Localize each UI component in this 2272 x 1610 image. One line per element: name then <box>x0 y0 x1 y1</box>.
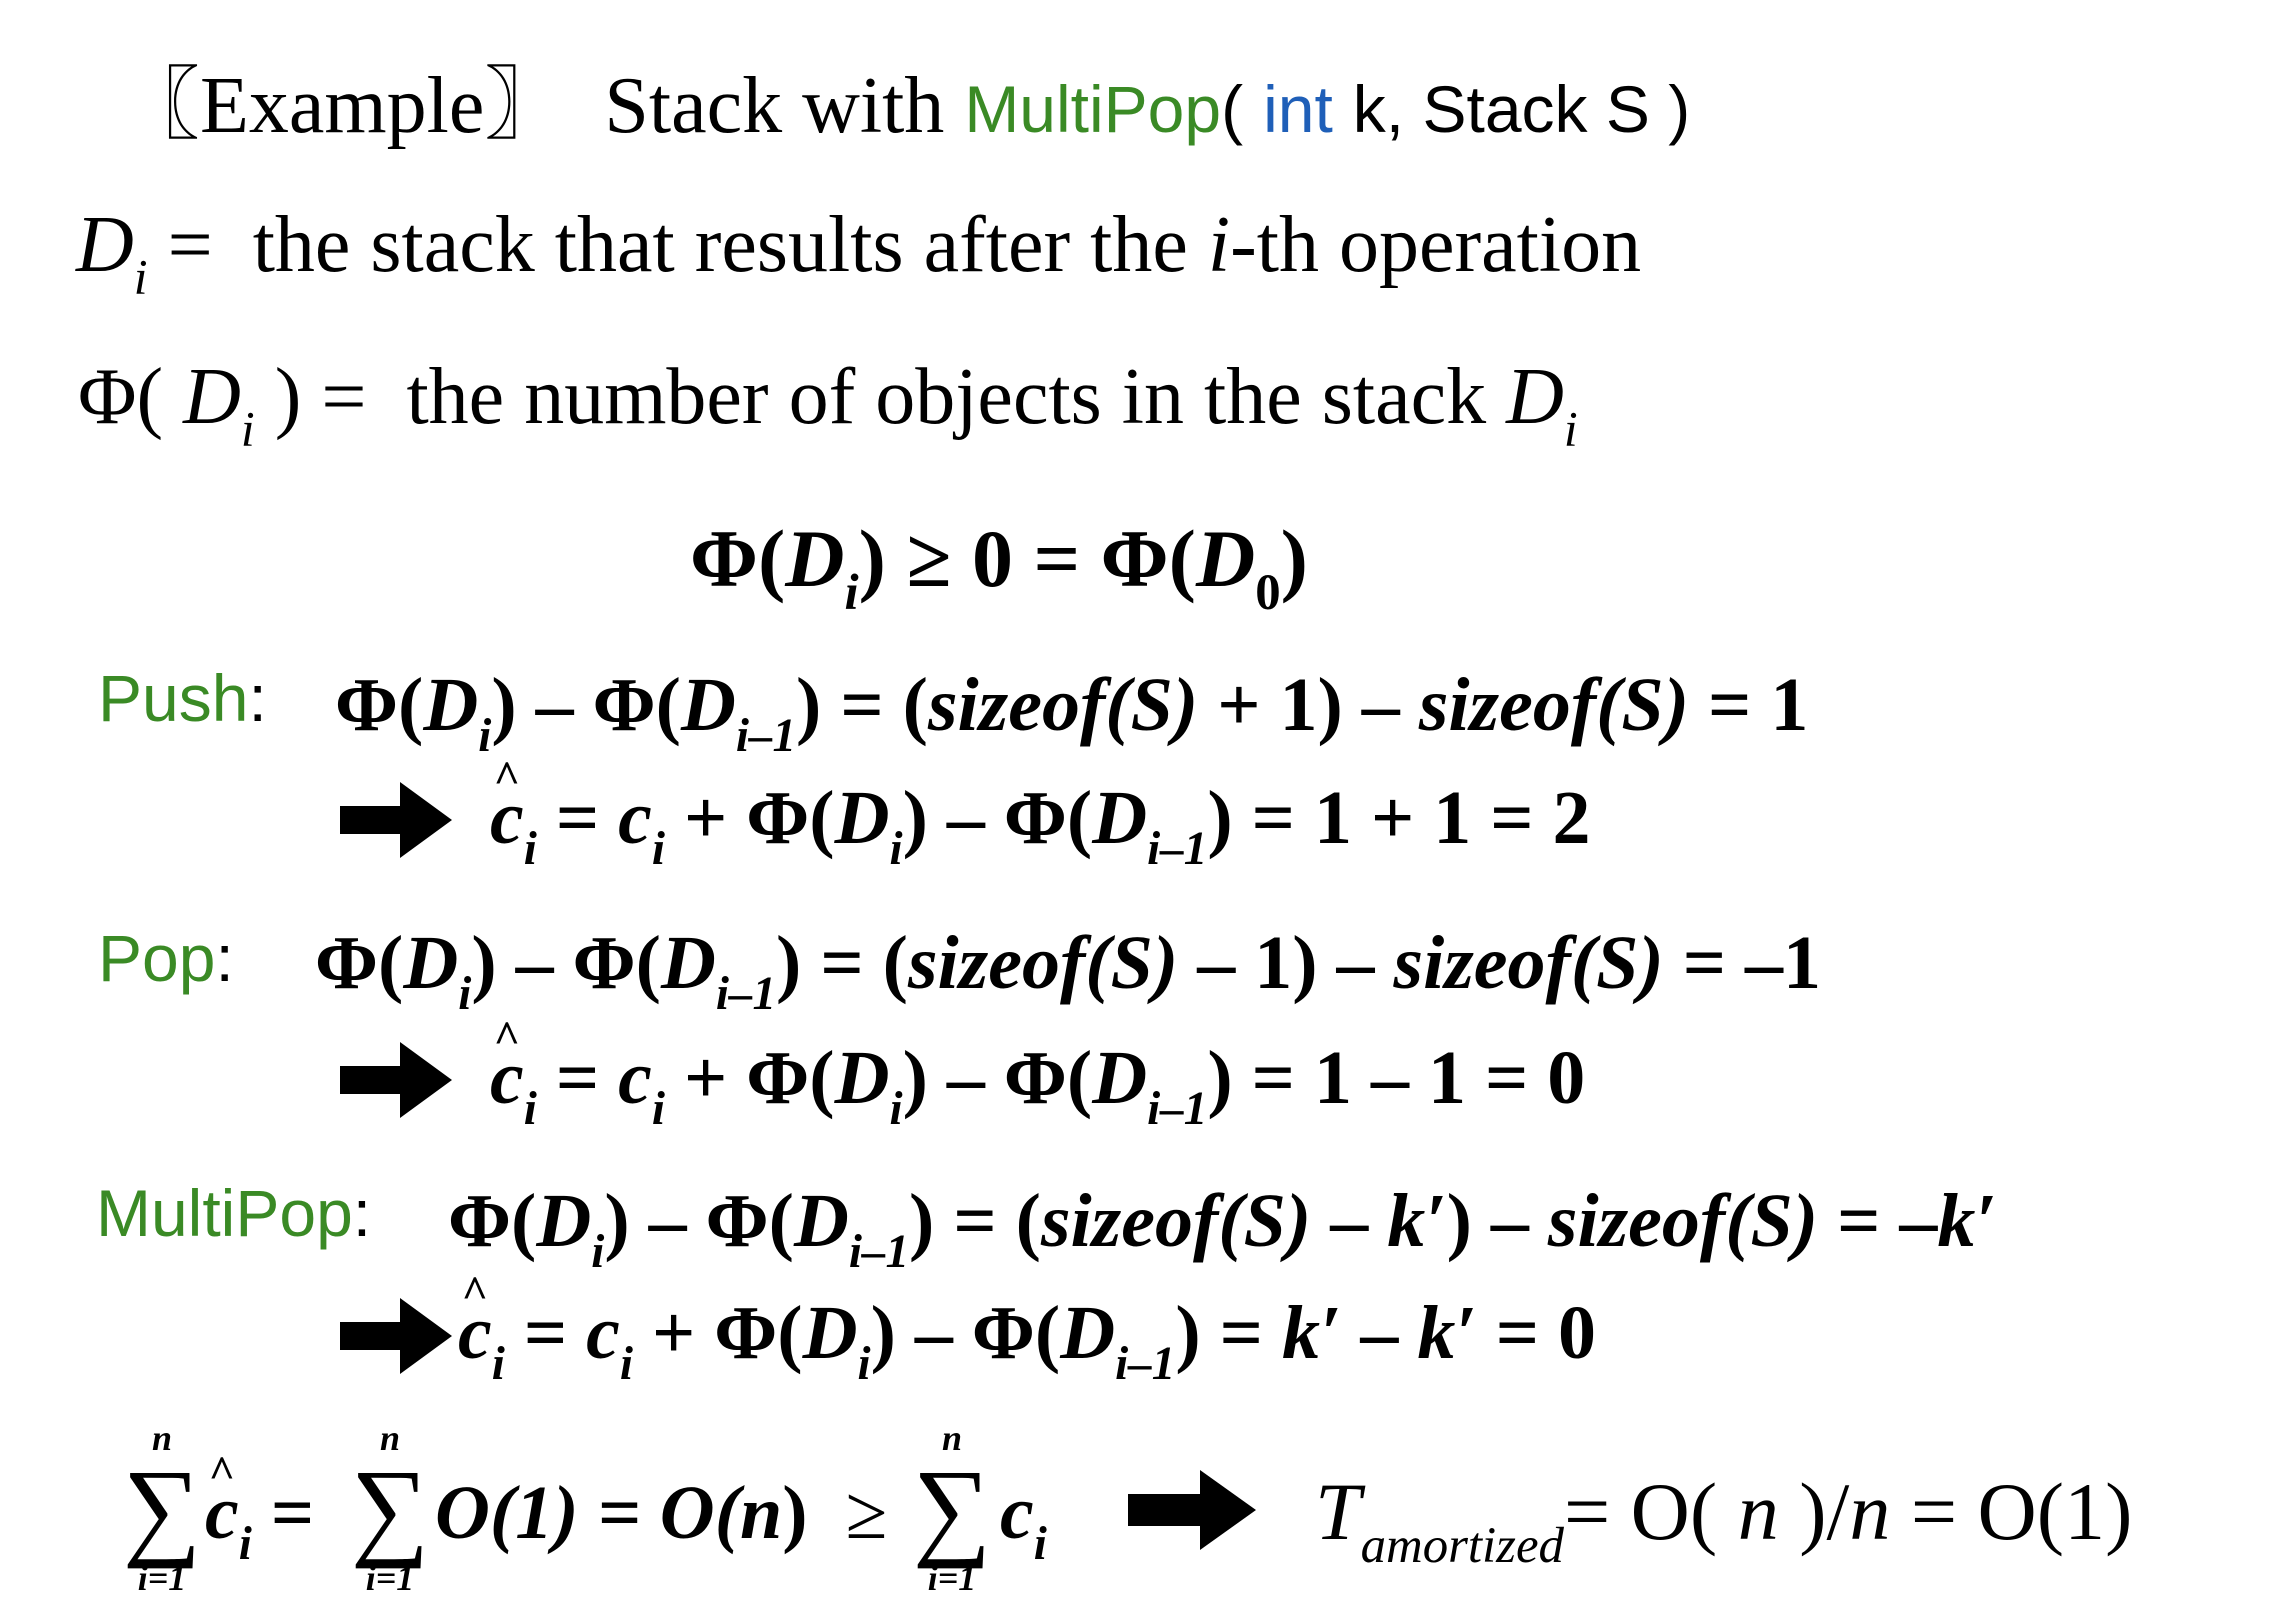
amortized-time-result: $T_{amortized}= O$( n )/n = O(1) <box>1315 1466 2133 1573</box>
int-keyword: int <box>1263 72 1333 146</box>
definition-di-text: the stack that results after the <box>252 201 1188 289</box>
potential-condition: $\Phi(D_i) \ge 0 = \Phi(D_0)$ <box>690 513 1308 620</box>
pop-label: Pop: <box>98 921 234 995</box>
push-amortized-cost: ^ $c_i = c_i + \Phi(D_i) - \Phi(D_{i-1}) = 1 + 1 = 2$ <box>490 775 1591 862</box>
implies-arrow-icon <box>340 1042 452 1118</box>
sum-actual-term: $c_i$ <box>1000 1471 1047 1571</box>
sum-actual: n ∑ i=1 <box>912 1418 992 1598</box>
title-params: k, Stack S ) <box>1352 72 1691 146</box>
multipop-amortized-cost: ^ $c_i = c_i + \Phi(D_i) - \Phi(D_{i-1}) = k' - k' = 0$ <box>458 1290 1596 1377</box>
implies-arrow-icon <box>1128 1470 1256 1550</box>
pop-amortized-cost: ^ $c_i = c_i + \Phi(D_i) - \Phi(D_{i-1}) = 1 - 1 = 0$ <box>490 1035 1585 1122</box>
sum-amortized-term: ^ $c_i$ = <box>205 1470 314 1557</box>
title-line: 〖Example〗 Stack with MultiPop( int k, Stack S ) <box>120 62 1691 150</box>
sum-amortized: n ∑ i=1 <box>122 1418 202 1598</box>
definition-di: $D_i$ = the stack that results after the i-th operation <box>76 201 1642 305</box>
definition-phi-text: the number of objects in the stack <box>406 353 1487 441</box>
multipop-potential-equation: $\Phi(D_i) - \Phi(D_{i-1})$ = (sizeof(S) – k′) – sizeof(S) = –k′ <box>448 1179 1997 1279</box>
multipop-function-name: MultiPop <box>964 72 1222 146</box>
sum-constant: n ∑ i=1 <box>350 1418 430 1598</box>
push-potential-equation: $\Phi(D_i) - \Phi(D_{i-1})$ = (sizeof(S) + 1) – sizeof(S) = 1 <box>335 663 1809 763</box>
push-label: Push: <box>98 661 267 735</box>
implies-arrow-icon <box>340 782 452 858</box>
title-lead: Stack with <box>604 62 945 150</box>
multipop-label: MultiPop: <box>96 1176 372 1250</box>
pop-potential-equation: $\Phi(D_i) - \Phi(D_{i-1})$ = (sizeof(S) – 1) – sizeof(S) = –1 <box>315 921 1822 1021</box>
example-label: 〖Example〗 <box>120 62 565 150</box>
implies-arrow-icon <box>340 1298 452 1374</box>
definition-phi: Φ( $D_i$ ) = the number of objects in the stack $D_i$ <box>78 353 1578 457</box>
sum-constant-term: O(1) = O(n) ≥ <box>435 1471 888 1555</box>
